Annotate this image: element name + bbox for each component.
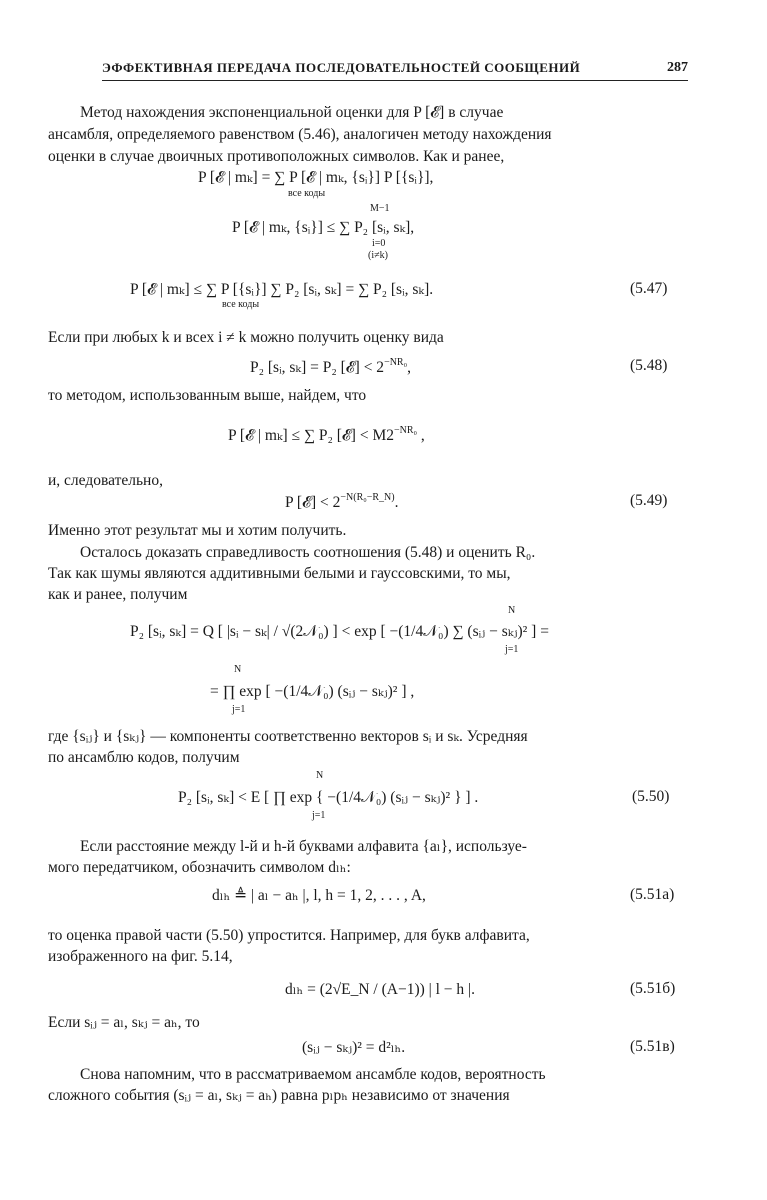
text-line: Если при любых k и всех i ≠ k можно получить оценку вида — [48, 329, 444, 346]
equation-superscript: N — [234, 664, 242, 675]
text-line: и, следовательно, — [48, 472, 163, 489]
equation-number: (5.49) — [630, 492, 668, 509]
running-header-title: ЭФФЕКТИВНАЯ ПЕРЕДАЧА ПОСЛЕДОВАТЕЛЬНОСТЕЙ СООБЩЕНИЙ — [102, 60, 581, 75]
equation: P [𝓔 | mₖ] ≤ ∑ P [{sᵢ}] ∑ P₂ [sᵢ, sₖ] = ∑ P₂ [sᵢ, sₖ]. — [130, 281, 434, 298]
equation: dₗₕ ≜ | aₗ − aₕ |, l, h = 1, 2, . . . , A, — [212, 887, 426, 904]
equation-subscript: все коды — [222, 299, 260, 310]
text-line: как и ранее, получим — [48, 586, 188, 603]
equation: P₂ [sᵢ, sₖ] = P₂ [𝓔] < $2^{-NR_0}$, — [250, 357, 411, 376]
equation: P [𝓔 | mₖ] ≤ ∑ P₂ [𝓔] < $M2^{-NR_0}$ , — [228, 425, 425, 444]
text-line: по ансамблю кодов, получим — [48, 749, 240, 766]
text-line: оценки в случае двоичных противоположных символов. Как и ранее, — [48, 148, 505, 165]
text-line: Метод нахождения экспоненциальной оценки для P [𝓔] в случае — [80, 104, 504, 121]
text-line: мого передатчиком, обозначить символом dₗₕ: — [48, 859, 351, 876]
equation-exponent: −NR₀ — [384, 357, 408, 368]
equation-body: P [𝓔] < 2 — [285, 494, 341, 511]
equation: P₂ [sᵢ, sₖ] < E [ ∏ exp { −(1/4𝒩₀) (sᵢⱼ − sₖⱼ)² } ] . — [178, 789, 479, 806]
text-line: то методом, использованным выше, найдем, что — [48, 387, 367, 404]
equation-exponent: −NR₀ — [394, 425, 418, 436]
equation-number: (5.47) — [630, 280, 668, 297]
text-line: Если sᵢⱼ = aₗ, sₖⱼ = aₕ, то — [48, 1014, 200, 1031]
page-number: 287 — [667, 60, 688, 75]
equation: dₗₕ = (2√E_N / (A−1)) | l − h |. — [285, 981, 476, 998]
equation: P₂ [sᵢ, sₖ] = Q [ |sᵢ − sₖ| / √(2𝒩₀) ] < exp [ −(1/4𝒩₀) ∑ (sᵢⱼ − sₖⱼ)² ] = — [130, 623, 549, 640]
equation-body: P [𝓔 | mₖ] ≤ ∑ P₂ [𝓔] < M2 — [228, 427, 394, 444]
equation-superscript: M−1 — [370, 203, 390, 214]
equation-number: (5.51в) — [630, 1038, 675, 1055]
text-line: сложного события (sᵢⱼ = aₗ, sₖⱼ = aₕ) равна pₗpₕ независимо от значения — [48, 1087, 510, 1104]
running-header — [102, 60, 688, 80]
equation-subscript: j=1 — [232, 704, 246, 715]
equation-subscript: (i≠k) — [368, 250, 388, 261]
text-line: Снова напомним, что в рассматриваемом ансамбле кодов, вероятность — [80, 1066, 546, 1083]
text-line: Так как шумы являются аддитивными белыми и гауссовскими, то мы, — [48, 565, 511, 582]
text-line: Осталось доказать справедливость соотношения (5.48) и оценить R₀. — [80, 544, 536, 561]
text-line: ансамбля, определяемого равенством (5.46), аналогичен методу нахождения — [48, 126, 552, 143]
equation-superscript: N — [508, 605, 516, 616]
equation: P [𝓔] < $2^{-N(R_0-R\_N)}$. — [285, 492, 399, 511]
text-line: где {sᵢⱼ} и {sₖⱼ} — компоненты соответственно векторов sᵢ и sₖ. Усредняя — [48, 728, 528, 745]
equation-subscript: i=0 — [372, 238, 386, 249]
equation-number: (5.48) — [630, 357, 668, 374]
text-line: Именно этот результат мы и хотим получить. — [48, 522, 347, 539]
equation: = ∏ exp [ −(1/4𝒩₀) (sᵢⱼ − sₖⱼ)² ] , — [210, 683, 415, 700]
equation-body: P₂ [sᵢ, sₖ] = P₂ [𝓔] < 2 — [250, 359, 385, 376]
equation-exponent: −N(R₀−R_N) — [340, 492, 395, 503]
text-line: Если расстояние между l-й и h-й буквами алфавита {aₗ}, используе- — [80, 838, 527, 855]
equation-superscript: N — [316, 770, 324, 781]
equation-subscript: j=1 — [505, 644, 519, 655]
equation-number: (5.50) — [632, 788, 670, 805]
equation: P [𝓔 | mₖ] = ∑ P [𝓔 | mₖ, {sᵢ}] P [{sᵢ}], — [198, 169, 434, 186]
equation-subscript: j=1 — [312, 810, 326, 821]
equation-number: (5.51б) — [630, 980, 676, 997]
header-rule — [102, 80, 688, 81]
equation: P [𝓔 | mₖ, {sᵢ}] ≤ ∑ P₂ [sᵢ, sₖ], — [232, 219, 415, 236]
equation: (sᵢⱼ − sₖⱼ)² = d²ₗₕ. — [302, 1039, 406, 1056]
equation-subscript: все коды — [288, 188, 326, 199]
text-line: то оценка правой части (5.50) упростится. Например, для букв алфавита, — [48, 927, 530, 944]
text-line: изображенного на фиг. 5.14, — [48, 948, 233, 965]
equation-number: (5.51а) — [630, 886, 675, 903]
